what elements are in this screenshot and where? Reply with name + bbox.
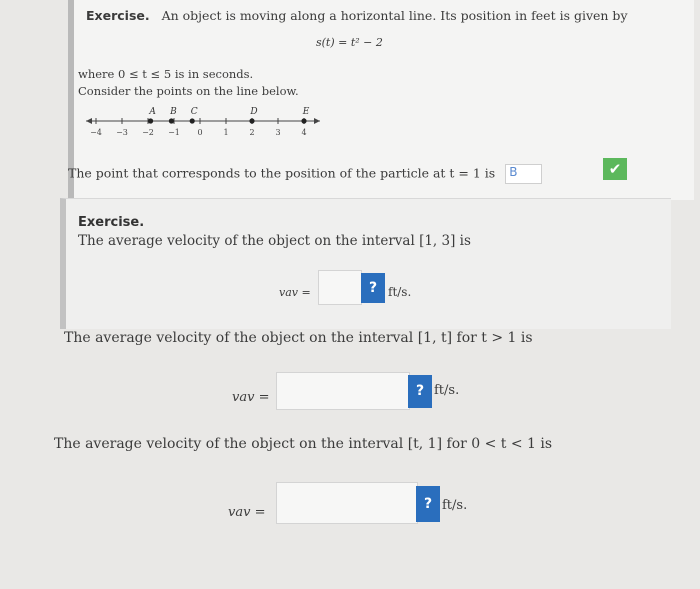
unit-label-2: ft/s. [434, 383, 460, 398]
answer-input-1[interactable]: B [505, 164, 542, 184]
help-button-3[interactable]: ? [416, 486, 440, 522]
exercise-label: Exercise. [86, 8, 150, 23]
time-range-text: where 0 ≤ t ≤ 5 is in seconds. [78, 67, 254, 81]
unit-label-1: ft/s. [388, 285, 412, 299]
question-3-text: The average velocity of the object on the interval [t, 1] for 0 < t < 1 is [54, 436, 553, 452]
question-1-text: The point that corresponds to the position of the particle at t = 1 is [68, 165, 496, 181]
number-line-point-label: A [149, 107, 156, 117]
exercise-1-header [86, 8, 628, 23]
vav-input-3[interactable] [276, 482, 418, 524]
number-line-tick-label: 3 [275, 128, 281, 137]
number-line-tick-label: 0 [197, 128, 203, 137]
number-line-tick-label: −4 [90, 128, 102, 137]
checkmark-icon: ✔ [603, 158, 627, 180]
number-line-point [169, 118, 174, 123]
vav-label-2: vav = [232, 390, 270, 405]
vav-label-3: vav = [228, 505, 266, 520]
position-formula: s(t) = t² − 2 [316, 36, 383, 49]
exercise-1-description [78, 66, 299, 100]
vav-input-2[interactable] [276, 372, 410, 410]
exercise-2-label: Exercise. [78, 215, 145, 230]
question-1 [68, 164, 542, 184]
number-line-point-label: B [170, 107, 177, 117]
unit-label-3: ft/s. [442, 498, 468, 513]
number-line-tick-label: −1 [168, 128, 180, 137]
number-line-tick-label: 2 [249, 128, 255, 137]
number-line-tick-label: 1 [223, 128, 229, 137]
number-line-tick-label: 4 [301, 128, 307, 137]
number-line-point [301, 118, 306, 123]
number-line-point-label: E [302, 107, 310, 117]
exercise-2-panel [60, 198, 671, 329]
number-line-point [148, 118, 153, 123]
exercise-intro: An object is moving along a horizontal line. Its position in feet is given by [161, 8, 628, 23]
exercise-2-question: The average velocity of the object on the interval [1, 3] is [78, 233, 471, 249]
number-line-point [249, 118, 254, 123]
number-line-tick-label: −2 [142, 128, 154, 137]
exercise-1-panel [68, 0, 694, 200]
question-2-text: The average velocity of the object on the interval [1, t] for t > 1 is [64, 330, 533, 346]
consider-text: Consider the points on the line below. [78, 84, 299, 98]
number-line-point [190, 118, 195, 123]
number-line-tick-label: −3 [116, 128, 128, 137]
help-button-2[interactable]: ? [408, 375, 432, 408]
number-line [84, 104, 324, 138]
vav-label-1: vav = [279, 286, 311, 299]
help-button-1[interactable]: ? [361, 273, 385, 303]
number-line-point-label: D [250, 107, 258, 117]
number-line-point-label: C [190, 107, 198, 117]
vav-input-1[interactable] [318, 270, 362, 305]
